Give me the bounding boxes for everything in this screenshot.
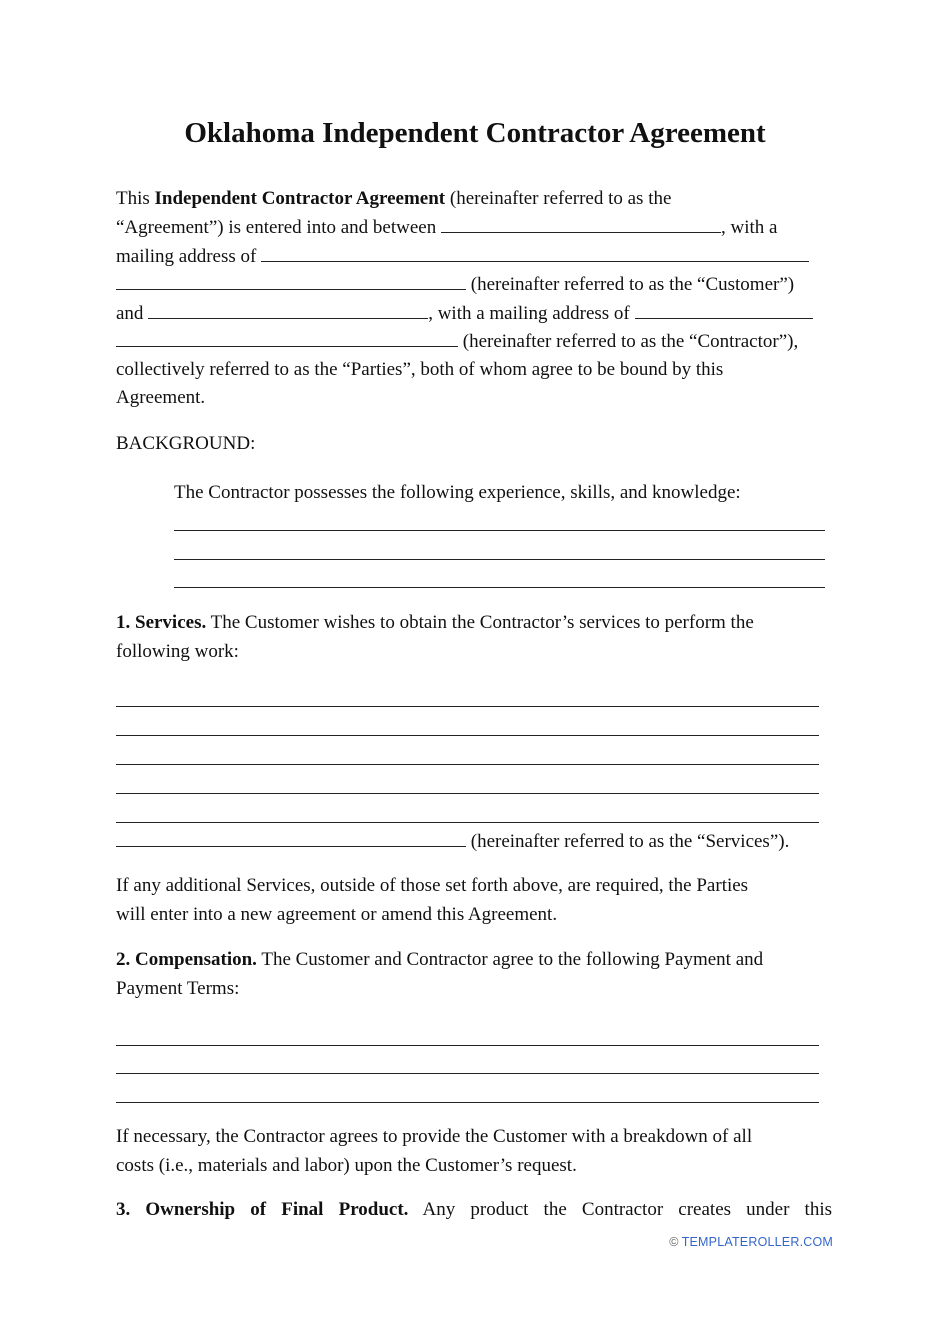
compensation-line-2: Payment Terms: — [116, 978, 240, 999]
intro-line-8: Agreement. — [116, 387, 206, 408]
agreement-name: Independent Contractor Agreement — [154, 188, 446, 209]
services-line-1 — [116, 609, 754, 637]
intro-text: (hereinafter referred to as the “Contractor”), — [458, 331, 799, 352]
intro-text: , with a mailing address of — [428, 303, 635, 324]
footer-watermark — [669, 1235, 833, 1249]
customer-address-blank[interactable] — [261, 242, 809, 262]
services-blank-6[interactable] — [116, 827, 466, 847]
intro-text: mailing address of — [116, 246, 262, 267]
compensation-text: The Customer and Contractor agree to the following Payment and — [256, 949, 764, 970]
intro-text: This — [116, 188, 155, 209]
intro-line-7: collectively referred to as the “Parties”, both of whom agree to be bound by this — [116, 359, 724, 380]
intro-text: (hereinafter referred to as the “Customer”) — [466, 274, 795, 295]
breakdown-line-1: If necessary, the Contractor agrees to provide the Customer with a breakdown of all — [116, 1126, 753, 1147]
services-blank-3[interactable] — [116, 764, 819, 765]
ownership-heading: 3. Ownership of Final Product. — [116, 1199, 409, 1220]
intro-text: and — [116, 303, 149, 324]
customer-address-blank-2[interactable] — [116, 270, 466, 290]
payment-blank-1[interactable] — [116, 1045, 819, 1046]
experience-blank-3[interactable] — [174, 587, 825, 588]
intro-text: , with a — [720, 217, 778, 238]
background-text: The Contractor possesses the following experience, skills, and knowledge: — [174, 482, 741, 503]
background-heading: BACKGROUND: — [116, 433, 256, 454]
services-blank-4[interactable] — [116, 793, 819, 794]
footer-site-link[interactable]: TEMPLATEROLLER.COM — [681, 1235, 833, 1249]
document-title: Oklahoma Independent Contractor Agreement — [184, 117, 766, 149]
intro-text: (hereinafter referred to as the — [445, 188, 672, 209]
services-blank-1[interactable] — [116, 706, 819, 707]
contractor-name-blank[interactable] — [148, 299, 428, 319]
intro-line-3 — [116, 242, 809, 271]
ownership-line-1 — [116, 1196, 832, 1224]
services-blank-5[interactable] — [116, 822, 819, 823]
customer-name-blank[interactable] — [441, 213, 721, 233]
experience-blank-1[interactable] — [174, 530, 825, 531]
services-additional-2: will enter into a new agreement or amend this Agreement. — [116, 904, 558, 925]
services-text: The Customer wishes to obtain the Contractor’s services to perform the — [206, 612, 754, 633]
services-line-2: following work: — [116, 641, 239, 662]
compensation-heading: 2. Compensation. — [116, 949, 257, 970]
payment-blank-2[interactable] — [116, 1073, 819, 1074]
ownership-text: Any product the Contractor creates under this — [422, 1199, 833, 1220]
intro-line-6 — [116, 327, 798, 356]
services-closing: (hereinafter referred to as the “Services”). — [466, 831, 790, 852]
payment-blank-3[interactable] — [116, 1102, 819, 1103]
copyright-symbol: © — [669, 1235, 679, 1249]
intro-text: “Agreement”) is entered into and between — [116, 217, 441, 238]
intro-line-1 — [116, 185, 671, 213]
services-closing-line — [116, 827, 789, 856]
services-blank-2[interactable] — [116, 735, 819, 736]
intro-line-5 — [116, 299, 813, 328]
experience-blank-2[interactable] — [174, 559, 825, 560]
intro-line-2 — [116, 213, 777, 242]
contractor-address-blank[interactable] — [635, 299, 813, 319]
intro-line-4 — [116, 270, 794, 299]
compensation-line-1 — [116, 946, 763, 974]
services-heading: 1. Services. — [116, 612, 207, 633]
breakdown-line-2: costs (i.e., materials and labor) upon the Customer’s request. — [116, 1155, 577, 1176]
services-additional-1: If any additional Services, outside of those set forth above, are required, the Parties — [116, 875, 749, 896]
contractor-address-blank-2[interactable] — [116, 327, 458, 347]
